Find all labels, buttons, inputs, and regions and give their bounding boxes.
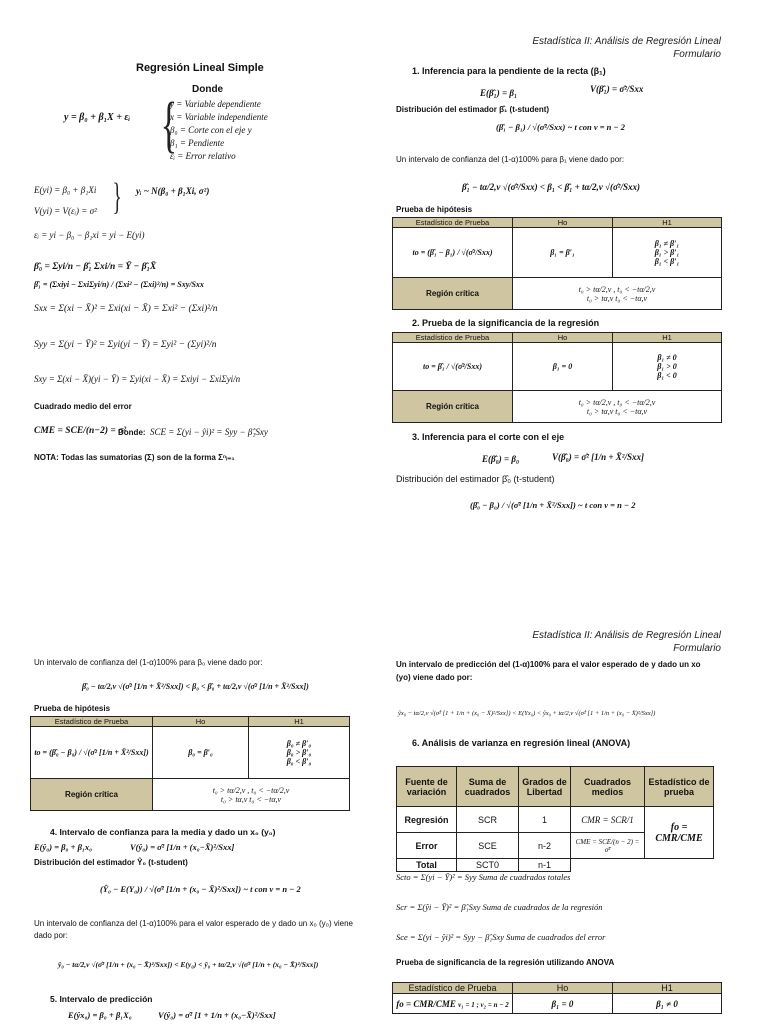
v-yx0: V(ŷ₀) = σ̂² [1 + 1/n + (x₀−X̄)²/Sxx]	[158, 1010, 276, 1020]
def-b0: β₀ = Corte con el eje y	[170, 125, 252, 135]
anova-table	[396, 766, 714, 872]
donde-label: Donde:	[118, 428, 146, 437]
ho-cell: β₀ = β′₀	[153, 727, 249, 779]
rc-label: Región crítica	[393, 391, 513, 423]
b1-hat-formula: β̂₁ = (Σxiyi − ΣxiΣyi/n) / (Σxi² − (Σxi)²/n) = Sxy/Sxx	[34, 280, 204, 289]
row-ss: SCT0	[457, 859, 519, 872]
e-y0: E(ŷ₀) = β₀ + β₁x₀	[34, 842, 93, 852]
b0-ci-formula: β̂₀ − tα/2,v √(σ̂² [1/n + X̄²/Sxx]) < β₀ < β̂₀ + tα/2,v √(σ̂² [1/n + X̄²/Sxx])	[82, 682, 309, 691]
sxx-formula: Sxx = Σ(xi − X̄)² = Σxi(xi − X̄) = Σxi² − (Σxi)²/n	[34, 304, 218, 314]
sxy-formula: Sxy = Σ(xi − X̄)(yi − Ȳ) = Σyi(xi − X̄) = Σxiyi − ΣxiΣyi/n	[34, 374, 241, 384]
def-x: x = Variable independiente	[170, 112, 268, 122]
row-ss: SCE	[457, 833, 519, 859]
s2-title: 2. Prueba de la significancia de la regresión	[412, 318, 600, 328]
rc-values	[513, 391, 722, 423]
header-title: Estadística II: Análisis de Regresión Lineal	[532, 630, 721, 641]
sce-formula: Sce = Σ(yi − ŷi)² = Syy − β̂₁Sxy Suma de cuadrados del error	[396, 932, 606, 942]
row-source: Total	[397, 859, 457, 872]
b1-dist-tail: ~ t con v = n − 2	[567, 122, 626, 132]
e-b1: E(β̂₁) = β₁	[480, 88, 518, 98]
b1-dist-frac: (β̂₁ − β₁) / √(σ̂²/Sxx)	[496, 122, 566, 132]
def-y: y = Variable dependiente	[170, 99, 261, 109]
rc-one-tail: t₀ > tα,v t₀ < −tα,v	[586, 293, 648, 303]
h1-ne: β₁ ≠ 0	[657, 353, 677, 362]
col-statistic: Estadístico de Prueba	[31, 717, 153, 727]
scr-formula: Scr = Σ(ŷi − Ȳ)² = β̂₁Sxy Suma de cuadrados de la regresión	[396, 902, 603, 912]
cme-label: Cuadrado medio del error	[34, 402, 132, 411]
syy-formula: Syy = Σ(yi − Ȳ)² = Σyi(yi − Ȳ) = Σyi² − (Σyi)²/n	[34, 340, 217, 350]
col-h1: H1	[613, 983, 722, 994]
col-ho: Ho	[513, 333, 613, 343]
variance-y: V(yi) = V(εᵢ) = σ²	[34, 206, 97, 216]
b1-ph-label: Prueba de hipótesis	[396, 205, 473, 214]
rc-label: Región crítica	[31, 779, 153, 811]
def-eps: εᵢ = Error relativo	[170, 151, 236, 161]
significance-table	[392, 332, 722, 423]
b1-dist-label: Distribución del estimador β̂₁ (t-student)	[396, 105, 550, 114]
row-df: 1	[519, 807, 571, 833]
h1-gt: β₀ > β′₀	[286, 748, 312, 757]
stat-cell: to = β̂₁ / √(σ̂²/Sxx)	[393, 343, 513, 391]
col-ho: Ho	[513, 218, 613, 228]
row-ss: SCR	[457, 807, 519, 833]
row-df: n-2	[519, 833, 571, 859]
header-subtitle: Formulario	[673, 643, 721, 654]
s5-title: 5. Intervalo de predicción	[50, 994, 153, 1004]
anova-col-ss: Suma de cuadrados	[457, 767, 519, 807]
expected-y: E(yi) = β₀ + β₁Xi	[34, 185, 97, 195]
ho-cell: β₁ = 0	[513, 343, 613, 391]
b0-dist-formula	[470, 500, 636, 510]
y0-ci-label: Un intervalo de confianza del (1-α)100% para el valor esperado de y dado un x₀ (y₀) viene dado por:	[34, 919, 353, 940]
col-h1: H1	[613, 333, 722, 343]
anova-col-source: Fuente de variación	[397, 767, 457, 807]
h1-lt: β₀ < β′₀	[286, 757, 312, 766]
stat-formula: fo = CMR/CME	[396, 998, 456, 1009]
h1-cell	[613, 228, 722, 278]
anova-stat: fo = CMR/CME	[645, 807, 714, 859]
cme-formula: CME = SCE/(n−2) = σ²	[34, 426, 127, 436]
col-h1: H1	[613, 218, 722, 228]
def-b1: β₁ = Pendiente	[170, 138, 225, 148]
row-ms: CME = SCE/(n − 2) = σ̂²	[571, 833, 645, 859]
nota: NOTA: Todas las sumatorias (Σ) son de la forma Σⁿᵢ₌₁	[34, 453, 235, 462]
header-bottom	[532, 629, 721, 655]
b1-ci-label: Un intervalo de confianza del (1-α)100% para β₁ viene dado por:	[396, 155, 625, 164]
row-source: Error	[397, 833, 457, 859]
b0-dist-label: Distribución del estimador β̂₀ (t-student)	[396, 474, 555, 484]
anova-row-regression	[397, 807, 714, 833]
s4-title: 4. Intervalo de confianza para la media y dado un x₀ (y₀)	[50, 827, 276, 837]
s1-title: 1. Inferencia para la pendiente de la recta (β₁)	[412, 66, 606, 76]
row-ms: CMR = SCR/1	[571, 807, 645, 833]
h1-lt: β₁ < β′₁	[654, 257, 680, 266]
scto-formula: Scto = Σ(yi − Ȳ)² = Syy Suma de cuadrados totales	[396, 872, 571, 882]
s3-title: 3. Inferencia para el corte con el eje	[412, 432, 565, 442]
y0-dist-label: Distribución del estimador Ŷ₀ (t-student)	[34, 858, 188, 867]
sce-formula: SCE = Σ(yi − ŷi)² = Syy − β̂₁Sxy	[150, 427, 268, 437]
rc-values	[153, 779, 350, 811]
header-top	[532, 35, 721, 61]
stat-df: v₁ = 1 ; v₂ = n − 2	[458, 1000, 509, 1009]
row-df: n-1	[519, 859, 571, 872]
row-source: Regresión	[397, 807, 457, 833]
e-b0: E(β̂₀) = β₀	[482, 454, 520, 464]
anova-col-ms: Cuadrados medios	[571, 767, 645, 807]
y0-dist-frac: (Ŷ₀ − E(Y₀)) / √(σ̂² [1/n + (x₀ − X̄)²/Sxx])	[100, 884, 242, 894]
v-y0: V(ŷ₀) = σ̂² [1/n + (x₀−X̄)²/Sxx]	[130, 842, 235, 852]
row-ms	[571, 859, 645, 872]
header-title: Estadística II: Análisis de Regresión Lineal	[532, 36, 721, 47]
b0-hypothesis-table	[30, 716, 350, 811]
b0-ci-label: Un intervalo de confianza del (1-α)100% para β₀ viene dado por:	[34, 658, 263, 667]
h1-lt: β₁ < 0	[657, 371, 677, 380]
pi-label: Un intervalo de predicción del (1-α)100% para el valor esperado de y dado un xo (yo) viene dado por:	[396, 660, 701, 682]
b0-dist-tail: ~ t con v = n − 2	[577, 500, 636, 510]
anova-col-df: Grados de Libertad	[519, 767, 571, 807]
stat-cell: to = (β̂₀ − β₀) / √(σ̂² [1/n + X̄²/Sxx])	[31, 727, 153, 779]
rc-two-tail: t₀ > tα/2,v , t₀ < −tα/2,v	[212, 785, 290, 795]
v-b1: V(β̂₁) = σ̂²/Sxx	[590, 84, 644, 94]
regression-model: y = β₀ + β₁X + εᵢ	[64, 112, 131, 123]
col-statistic: Estadístico de Prueba	[393, 333, 513, 343]
rc-one-tail: t₀ > tα,v t₀ < −tα,v	[586, 406, 648, 416]
y-distribution: yᵢ ~ N(β₀ + β₁Xi, σ²)	[136, 186, 210, 196]
rc-label: Región crítica	[393, 278, 513, 310]
h1-gt: β₁ > β′₁	[654, 248, 680, 257]
b0-ph-label: Prueba de hipótesis	[34, 704, 111, 713]
b0-dist-frac: (β̂₀ − β₀) / √(σ̂² [1/n + X̄²/Sxx])	[470, 500, 576, 510]
stat-cell: to = (β̂₁ − β₁) / √(σ̂²/Sxx)	[393, 228, 513, 278]
y0-dist-formula	[100, 884, 301, 894]
v-b0: V(β̂₀) = σ̂² [1/n + X̄²/Sxx]	[552, 452, 645, 462]
variable-definitions	[170, 98, 268, 163]
definitions-brace: {	[160, 91, 178, 159]
empty-cell	[645, 859, 714, 872]
col-statistic: Estadístico de Prueba	[393, 218, 513, 228]
rc-two-tail: t₀ > tα/2,v , t₀ < −tα/2,v	[578, 284, 656, 294]
anova-col-stat: Estadístico de prueba	[645, 767, 714, 807]
rc-one-tail: t₀ > tα,v t₀ < −tα,v	[220, 794, 282, 804]
col-ho: Ho	[153, 717, 249, 727]
b1-hypothesis-table	[392, 217, 722, 310]
e-yx0: E(ŷx₀) = β₀ + β₁X₀	[68, 1010, 132, 1020]
ho-cell: β₁ = β′₁	[513, 228, 613, 278]
y0-dist-tail: ~ t con v = n − 2	[243, 884, 301, 894]
stat-cell	[393, 994, 513, 1014]
b0-hat-formula: β̂₀ = Σyi/n − β̂₁ Σxi/n = Ȳ − β̂₁X̄	[34, 262, 157, 272]
h1-ne: β₁ ≠ β′₁	[654, 239, 680, 248]
col-statistic: Estadístico de Prueba	[393, 983, 513, 994]
q1-title: Regresión Lineal Simple	[136, 62, 264, 74]
pi-formula: ŷx₀ − tα/2,v √(σ̂² [1 + 1/n + (x₀ − X̄)²/Sxx]) < E(Yx₀) < ŷx₀ + tα/2,v √(σ̂² [1 + 1/n + (x₀ − X̄)²/Sxx])	[398, 710, 656, 717]
col-ho: Ho	[513, 983, 613, 994]
header-subtitle: Formulario	[673, 49, 721, 60]
rc-two-tail: t₀ > tα/2,v , t₀ < −tα/2,v	[578, 397, 656, 407]
h1-cell	[613, 343, 722, 391]
h1-gt: β₁ > 0	[657, 362, 677, 371]
h1-cell: β₁ ≠ 0	[613, 994, 722, 1014]
h1-ne: β₀ ≠ β′₀	[286, 739, 312, 748]
s6-title: 6. Análisis de varianza en regresión lineal (ANOVA)	[412, 738, 631, 748]
ey-vy-brace: }	[112, 176, 122, 218]
anova-row-total	[397, 859, 714, 872]
ho-cell: β₁ = 0	[513, 994, 613, 1014]
b1-dist-formula	[496, 122, 625, 132]
col-h1: H1	[249, 717, 350, 727]
rc-values	[513, 278, 722, 310]
anova-test-table	[392, 982, 722, 1014]
q1-donde-label: Donde	[192, 84, 224, 95]
epsilon-def: εᵢ = yi − β₀ − β₁xi = yi − E(yi)	[34, 230, 145, 240]
b1-ci-formula: β̂₁ − tα/2,v √(σ̂²/Sxx) < β₁ < β̂₁ + tα/2,v √(σ̂²/Sxx)	[462, 182, 641, 192]
h1-cell	[249, 727, 350, 779]
anova-test-label: Prueba de significancia de la regresión utilizando ANOVA	[396, 958, 615, 967]
y0-ci-formula: ŷ₀ − tα/2,v √(σ̂² [1/n + (x₀ − X̄)²/Sxx]) < E(y₀) < ŷ₀ + tα/2,v √(σ̂² [1/n + (x₀ − X̄)²/Sxx])	[58, 960, 319, 969]
